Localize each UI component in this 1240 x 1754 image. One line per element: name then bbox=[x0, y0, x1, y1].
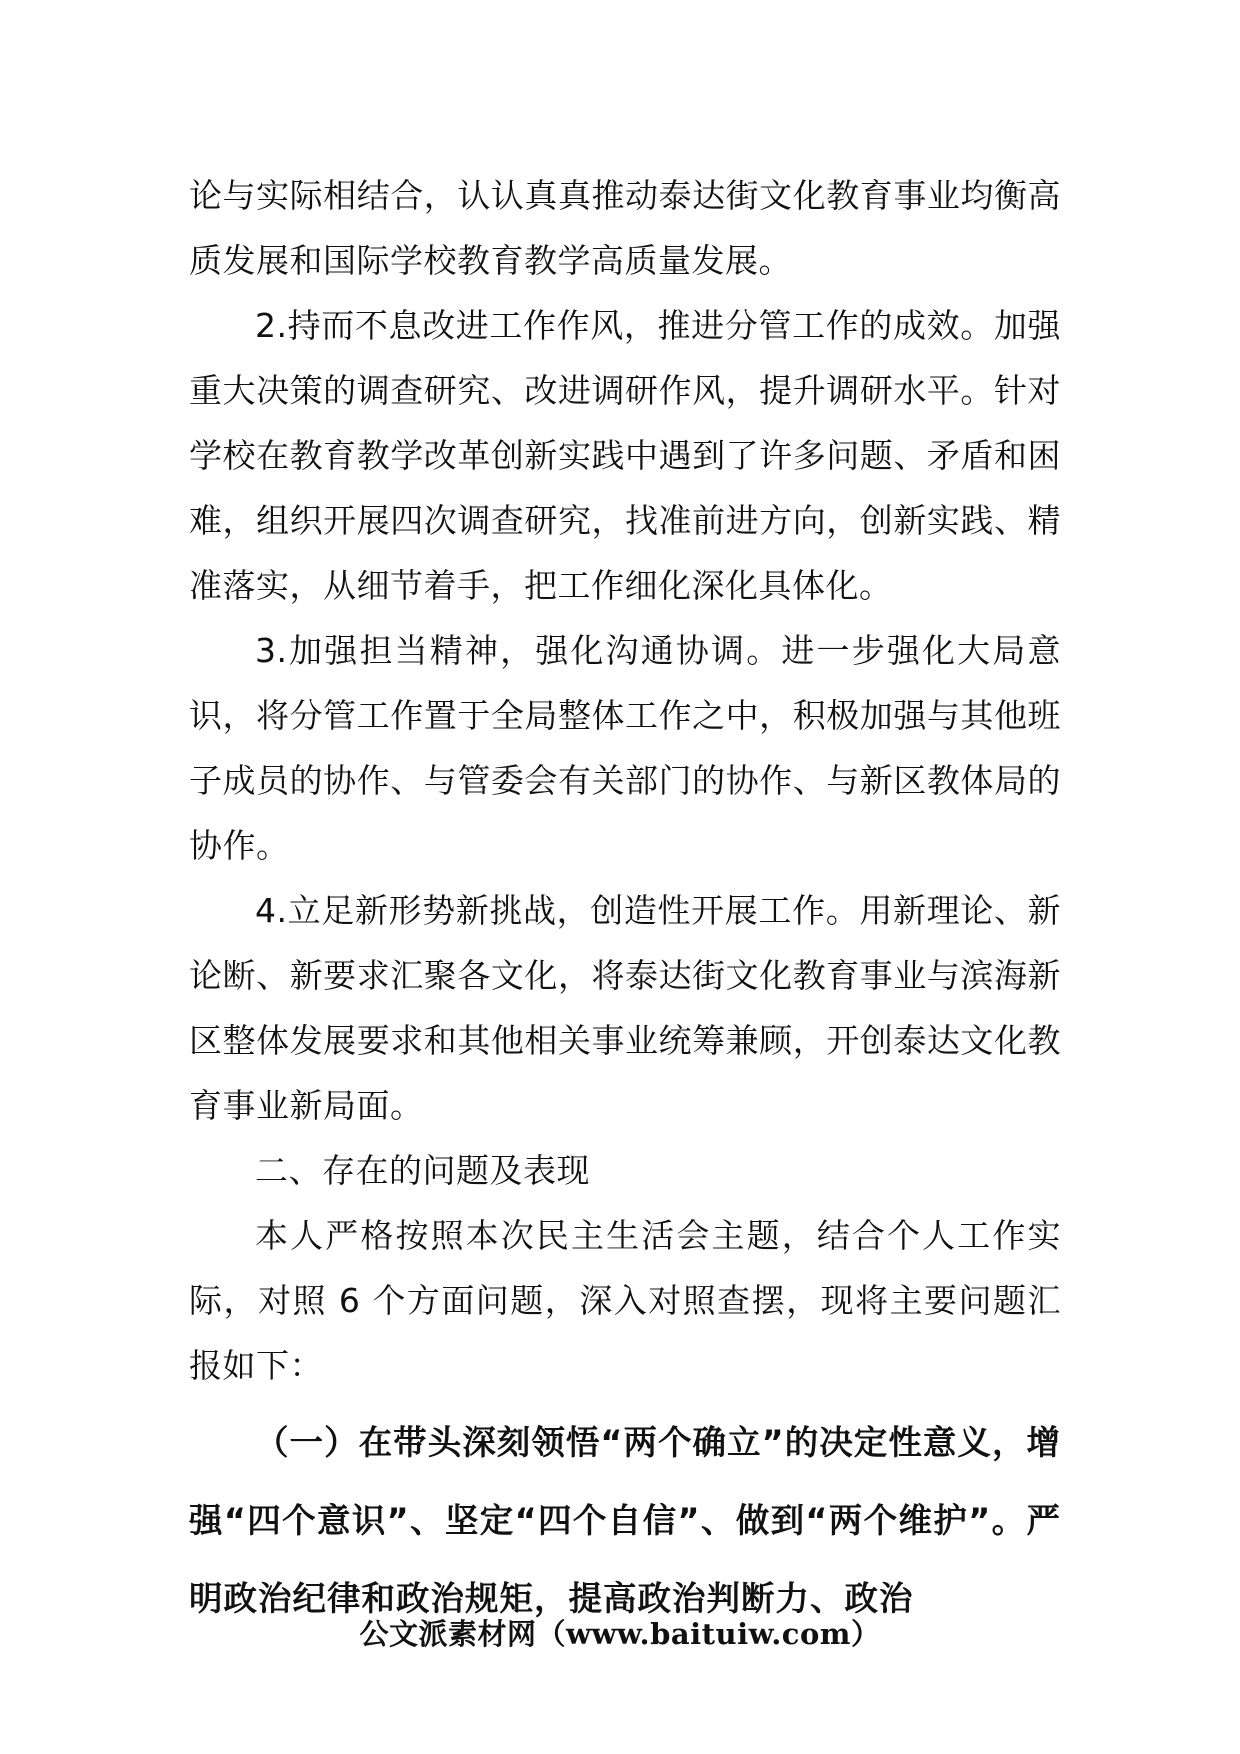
paragraph-intro: 本人严格按照本次民主生活会主题，结合个人工作实际，对照 6 个方面问题，深入对照查摆，现将主要问题汇报如下： bbox=[189, 1216, 1061, 1385]
paragraph-item-4: 4.立足新形势新挑战，创造性开展工作。用新理论、新论断、新要求汇聚各文化，将泰达街文化教育事业与滨海新区整体发展要求和其他相关事业统筹兼顾，开创泰达文化教育事业新局面。 bbox=[189, 891, 1061, 1125]
paragraph-continuation: 论与实际相结合，认认真真推动泰达街文化教育事业均衡高质发展和国际学校教育教学高质量发展。 bbox=[189, 176, 1061, 280]
paragraph-item-3: 3.加强担当精神，强化沟通协调。进一步强化大局意识，将分管工作置于全局整体工作之中，积极加强与其他班子成员的协作、与管委会有关部门的协作、与新区教体局的协作。 bbox=[189, 631, 1061, 865]
body-text bbox=[189, 163, 1061, 1638]
footer-watermark: 公文派素材网（www.baituiw.com） bbox=[359, 1617, 881, 1651]
bold-subheading: （一）在带头深刻领悟“两个确立”的决定性意义，增强“四个意识”、坚定“四个自信”、做到“两个维护”。严明政治纪律和政治规矩，提高政治判断力、政治 bbox=[189, 1423, 1061, 1618]
paragraph-item-2: 2.持而不息改进工作作风，推进分管工作的成效。加强重大决策的调查研究、改进调研作风，提升调研水平。针对学校在教育教学改革创新实践中遇到了许多问题、矛盾和困难，组织开展四次调查研究，找准前进方向，创新实践、精准落实，从细节着手，把工作细化深化具体化。 bbox=[189, 306, 1061, 605]
section-heading: 二、存在的问题及表现 bbox=[255, 1151, 590, 1190]
